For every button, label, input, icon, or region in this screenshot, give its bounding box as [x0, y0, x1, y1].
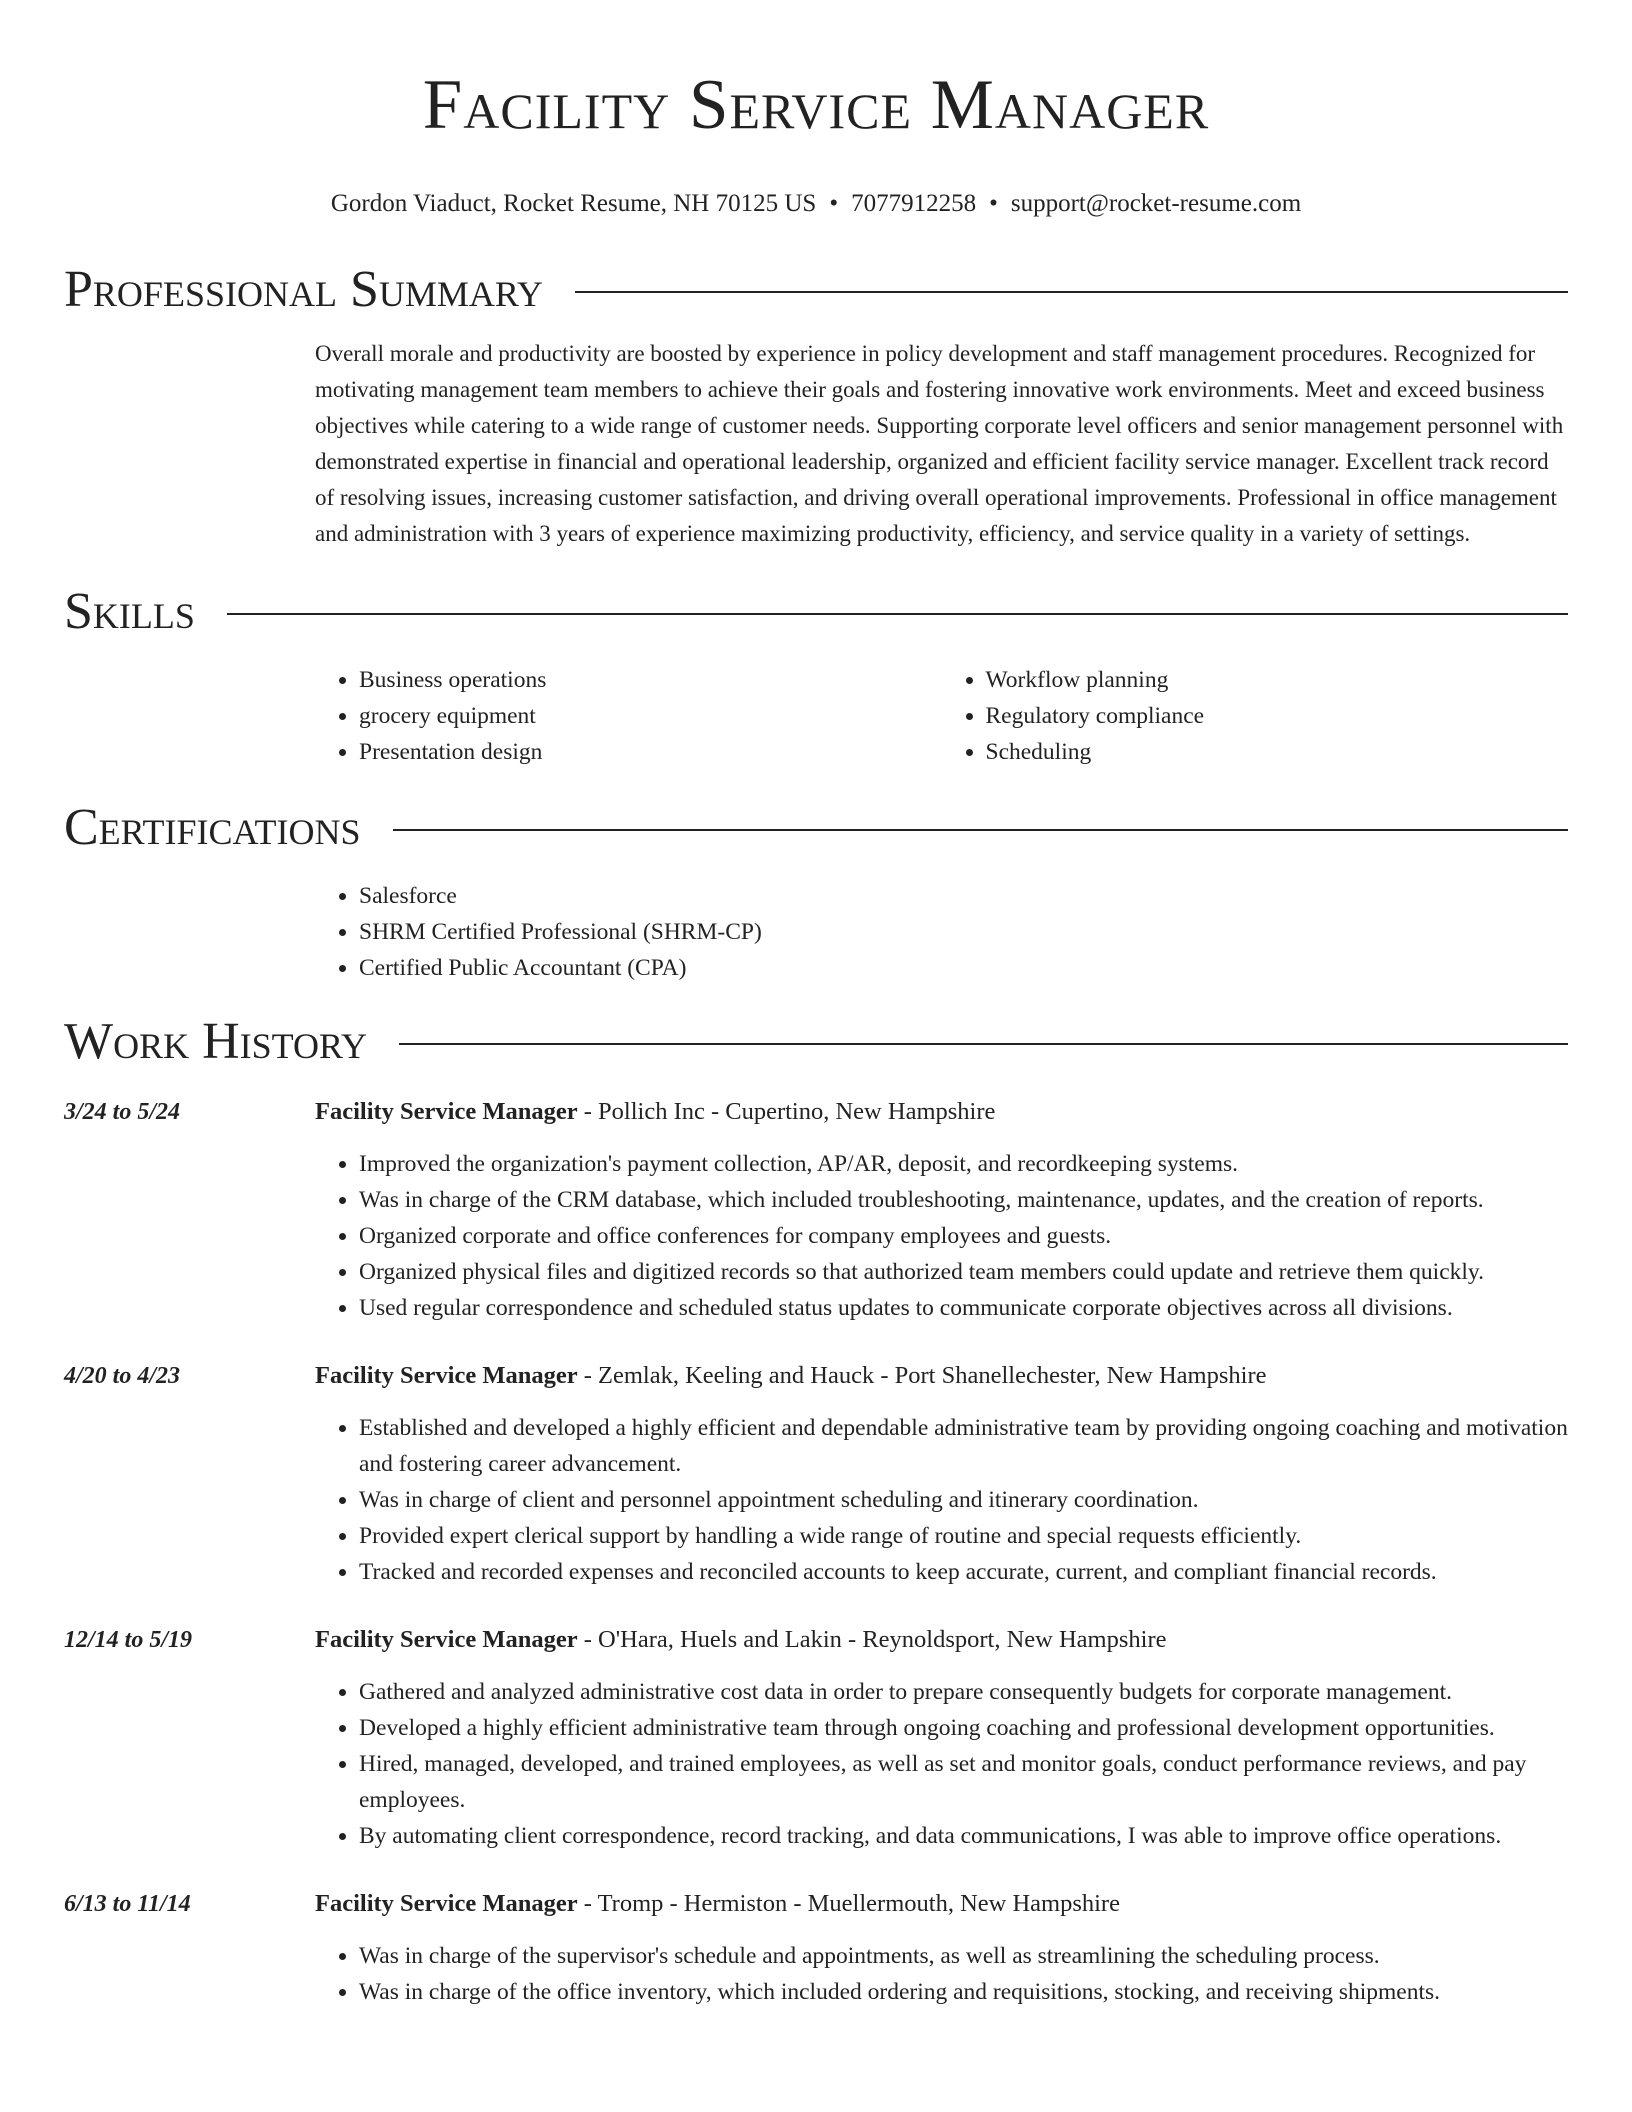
- job-title-line: [315, 1622, 1568, 1658]
- skill-item: • Regulatory compliance: [986, 698, 1569, 734]
- job-bullet: • Hired, managed, developed, and trained employees, as well as set and monitor goals, conduct performance reviews, and pay employees.: [359, 1746, 1568, 1818]
- job-bullet: • Was in charge of the supervisor's schedule and appointments, as well as streamlining the scheduling process.: [359, 1938, 1568, 1974]
- job-bullet: • Improved the organization's payment collection, AP/AR, deposit, and recordkeeping systems.: [359, 1146, 1568, 1182]
- job-dates: 4/20 to 4/23: [64, 1363, 181, 1389]
- summary-block: [315, 336, 1568, 552]
- job-title: Facility Service Manager: [315, 1626, 578, 1653]
- job-bullet: • Was in charge of the office inventory, which included ordering and requisitions, stocking, and receiving shipments.: [359, 1974, 1568, 2010]
- candidate-name: Facility Service Manager: [422, 66, 1210, 144]
- skill-item: • grocery equipment: [359, 698, 942, 734]
- certifications-block: [315, 878, 1568, 986]
- job-title: Facility Service Manager: [315, 1890, 578, 1917]
- job-title: Facility Service Manager: [315, 1098, 578, 1125]
- skills-list-left: [315, 662, 942, 770]
- skills-grid: [315, 662, 1568, 770]
- job-body: [315, 1358, 1568, 1590]
- skill-item: • Workflow planning: [986, 662, 1569, 698]
- job-title: Facility Service Manager: [315, 1362, 578, 1389]
- certifications-section-header: [64, 798, 1568, 858]
- job-bullet: • Provided expert clerical support by handling a wide range of routine and special requests efficiently.: [359, 1518, 1568, 1554]
- job-bullet: • Tracked and recorded expenses and reconciled accounts to keep accurate, current, and compliant financial records.: [359, 1554, 1568, 1590]
- summary-heading: Professional Summary: [64, 261, 543, 318]
- job-entry: [64, 1886, 1568, 2010]
- section-divider: [399, 1043, 1568, 1045]
- certification-item: • SHRM Certified Professional (SHRM-CP): [359, 914, 1568, 950]
- contact-address: Gordon Viaduct, Rocket Resume, NH 70125 US: [330, 190, 817, 217]
- job-bullet: • Used regular correspondence and scheduled status updates to communicate corporate objectives across all divisions.: [359, 1290, 1568, 1326]
- work-section-header: [64, 1012, 1568, 1072]
- job-bullet: • Was in charge of client and personnel appointment scheduling and itinerary coordination.: [359, 1482, 1568, 1518]
- skill-item: • Business operations: [359, 662, 942, 698]
- job-bullet: • Developed a highly efficient administrative team through ongoing coaching and professional development opportunities.: [359, 1710, 1568, 1746]
- summary-section-header: [64, 260, 1568, 320]
- skill-item: • Scheduling: [986, 734, 1569, 770]
- contact-phone: 7077912258: [851, 190, 977, 217]
- job-entry: [64, 1358, 1568, 1590]
- certifications-heading: Certifications: [64, 799, 361, 856]
- contact-email[interactable]: support@rocket-resume.com: [1010, 190, 1302, 217]
- job-title-line: [315, 1886, 1568, 1922]
- job-body: [315, 1622, 1568, 1854]
- job-bullet: • Organized physical files and digitized records so that authorized team members could update and retrieve them quickly.: [359, 1254, 1568, 1290]
- job-employer: - Zemlak, Keeling and Hauck - Port Shanellechester, New Hampshire: [577, 1362, 1267, 1389]
- job-dates: 6/13 to 11/14: [64, 1891, 191, 1917]
- contact-line: [64, 188, 1568, 220]
- skills-heading: Skills: [64, 583, 195, 640]
- job-bullets: [315, 1938, 1568, 2010]
- contact-separator: •: [829, 190, 839, 217]
- job-bullets: [315, 1146, 1568, 1326]
- job-bullet: • Gathered and analyzed administrative cost data in order to prepare consequently budgets for corporate management.: [359, 1674, 1568, 1710]
- skill-item: • Presentation design: [359, 734, 942, 770]
- skills-list-right: [942, 662, 1569, 770]
- job-employer: - Pollich Inc - Cupertino, New Hampshire: [577, 1098, 996, 1125]
- job-entry: [64, 1622, 1568, 1854]
- job-employer: - Tromp - Hermiston - Muellermouth, New Hampshire: [577, 1890, 1120, 1917]
- contact-separator: •: [989, 190, 998, 217]
- job-employer: - O'Hara, Huels and Lakin - Reynoldsport, New Hampshire: [577, 1626, 1167, 1653]
- certification-item: • Salesforce: [359, 878, 1568, 914]
- job-bullet: • By automating client correspondence, record tracking, and data communications, I was able to improve office operations.: [359, 1818, 1568, 1854]
- job-dates: 3/24 to 5/24: [64, 1099, 181, 1125]
- section-divider: [393, 829, 1568, 831]
- summary-text: Overall morale and productivity are boosted by experience in policy development and staff management procedures. Recognized for motivating management team members to achieve their goals and fostering innovative work environments. Meet and exceed business objectives while catering to a wide range of customer needs. Supporting corporate level officers and senior management personnel with demonstrated expertise in financial and operational leadership, organized and efficient facility service manager. Excellent track record of resolving issues, increasing customer satisfaction, and driving overall operational improvements. Professional in office management and administration with 3 years of experience maximizing productivity, efficiency, and service quality in a variety of settings.: [315, 341, 1564, 546]
- certifications-list: [315, 878, 1568, 986]
- section-divider: [227, 613, 1568, 615]
- job-body: [315, 1886, 1568, 2010]
- work-heading: Work History: [64, 1013, 368, 1070]
- job-bullets: [315, 1674, 1568, 1854]
- job-entry: [64, 1094, 1568, 1326]
- job-bullet: • Organized corporate and office conferences for company employees and guests.: [359, 1218, 1568, 1254]
- job-bullet: • Was in charge of the CRM database, which included troubleshooting, maintenance, updates, and the creation of reports.: [359, 1182, 1568, 1218]
- job-title-line: [315, 1094, 1568, 1130]
- job-body: [315, 1094, 1568, 1326]
- skills-section-header: [64, 582, 1568, 642]
- job-dates: 12/14 to 5/19: [64, 1627, 193, 1653]
- certification-item: • Certified Public Accountant (CPA): [359, 950, 1568, 986]
- section-divider: [575, 291, 1568, 293]
- job-title-line: [315, 1358, 1568, 1394]
- job-bullet: • Established and developed a highly efficient and dependable administrative team by providing ongoing coaching and motivation and fostering career advancement.: [359, 1410, 1568, 1482]
- job-bullets: [315, 1410, 1568, 1590]
